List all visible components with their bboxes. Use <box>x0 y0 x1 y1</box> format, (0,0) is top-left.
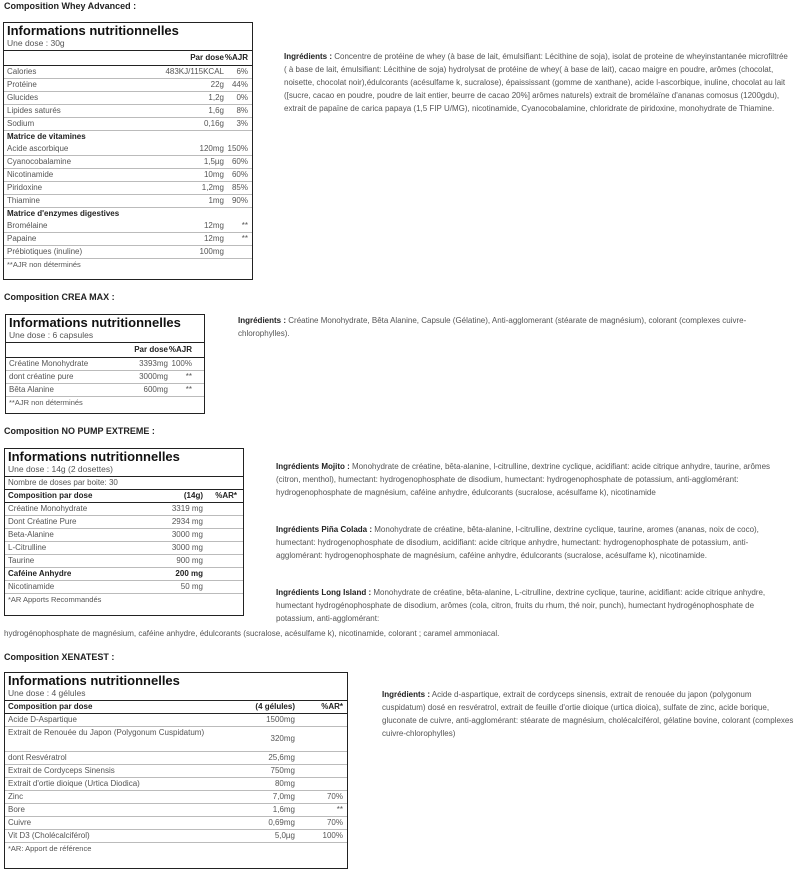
xena-ingredient-row <box>5 714 347 727</box>
nopump-ingredient-row <box>5 529 243 542</box>
whey-vitamin-row <box>4 182 252 195</box>
nopump-ingredient-row <box>5 542 243 555</box>
whey-col-dose: Par dose <box>190 53 224 62</box>
xena-ingredient-name: Cuivre <box>8 818 32 827</box>
crea-ingredient-ajr: 100% <box>171 359 192 368</box>
crea-ingredient-row <box>6 358 204 371</box>
whey-enzyme-name: Bromélaine <box>7 221 48 230</box>
nopump-mojito-label: Ingrédients Mojito : <box>276 462 350 471</box>
nopump-ingredient-dose: 900 mg <box>176 556 203 565</box>
whey-vitamin-ajr: 90% <box>231 196 248 205</box>
crea-ingredient-dose: 600mg <box>143 385 168 394</box>
nopump-ingredient-dose: 200 mg <box>175 569 203 578</box>
xena-ingredient-dose: 1,6mg <box>272 805 295 814</box>
nopump-nutrition-table <box>4 448 244 616</box>
nopump-ingredient-dose: 3319 mg <box>171 504 203 513</box>
whey-vitamin-name: Cyanocobalamine <box>7 157 72 166</box>
whey-vitamin-name: Nicotinamide <box>7 170 54 179</box>
nopump-heading: Composition NO PUMP EXTREME : <box>4 426 155 436</box>
nopump-long-label: Ingrédients Long Island : <box>276 588 372 597</box>
xena-ingredient-row <box>5 765 347 778</box>
whey-nutrient-row <box>4 118 252 131</box>
xena-ingredient-ar: 70% <box>326 818 343 827</box>
nopump-table-title: Informations nutritionnelles <box>8 449 180 464</box>
xena-footnote: *AR: Apport de référence <box>8 844 92 853</box>
xena-ingredient-name: Acide D-Aspartique <box>8 715 77 724</box>
xena-table-title: Informations nutritionnelles <box>8 673 180 688</box>
whey-enzyme-ajr: ** <box>241 221 248 230</box>
xena-heading: Composition XENATEST : <box>4 652 115 662</box>
whey-col-ajr: %AJR <box>224 53 248 62</box>
nopump-ingredient-name: Dont Créatine Pure <box>8 517 77 526</box>
xena-ingredient-name: Extrait de Renouée du Japon (Polygonum Cuspidatum) <box>8 728 205 737</box>
nopump-col-header <box>5 490 243 503</box>
whey-vitamin-row <box>4 143 252 156</box>
whey-vitamin-row <box>4 195 252 208</box>
crea-ingredients-label: Ingrédients : <box>238 316 287 325</box>
whey-enzyme-name: Papaine <box>7 234 37 243</box>
xena-ingredient-name: dont Resvératrol <box>8 753 67 762</box>
crea-ingredient-row <box>6 371 204 384</box>
crea-ingredient-dose: 3000mg <box>139 372 168 381</box>
xena-col-ar: %AR* <box>321 702 343 711</box>
crea-col-ajr: %AJR <box>168 345 192 354</box>
whey-enzyme-ajr: ** <box>241 234 248 243</box>
whey-enzymes-title: Matrice d'enzymes digestives <box>7 209 120 218</box>
nopump-ingredient-row <box>5 555 243 568</box>
xena-ingredient-dose: 320mg <box>270 734 295 743</box>
crea-ingredients-text: Créatine Monohydrate, Bêta Alanine, Capsule (Gélatine), Anti-agglomerant (stéarate de magnésium), colorant (complexes cuivre-chlorophylles). <box>238 316 747 338</box>
xena-col-name: Composition par dose <box>8 702 93 711</box>
whey-nutrient-dose: 22g <box>210 80 224 89</box>
xena-ingredient-dose: 0,69mg <box>268 818 295 827</box>
whey-vitamin-ajr: 60% <box>231 157 248 166</box>
crea-ingredient-row <box>6 384 204 397</box>
xena-ingredient-dose: 80mg <box>274 779 295 788</box>
nopump-ingredient-name: Caféine Anhydre <box>8 569 72 578</box>
whey-nutrient-row <box>4 92 252 105</box>
xena-ingredient-row <box>5 817 347 830</box>
whey-enzyme-dose: 100mg <box>199 247 224 256</box>
nopump-ingredient-dose: 2934 mg <box>171 517 203 526</box>
xena-ingredient-ar: 70% <box>326 792 343 801</box>
whey-nutrient-name: Sodium <box>7 119 35 128</box>
crea-col-header <box>6 343 204 358</box>
nopump-ingredient-row <box>5 581 243 594</box>
whey-nutrient-ajr: 8% <box>236 106 248 115</box>
whey-enzyme-dose: 12mg <box>203 234 224 243</box>
whey-nutrient-ajr: 3% <box>236 119 248 128</box>
whey-nutrient-ajr: 44% <box>231 80 248 89</box>
whey-vitamins-title: Matrice de vitamines <box>7 132 86 141</box>
crea-nutrition-table <box>5 314 205 414</box>
xena-ingredient-dose: 750mg <box>270 766 295 775</box>
xena-ingredient-name: Zinc <box>8 792 24 801</box>
xena-ingredient-name: Extrait d'ortie dioique (Urtica Diodica) <box>8 779 140 788</box>
whey-nutrient-row <box>4 66 252 79</box>
xena-ingredient-row <box>5 804 347 817</box>
crea-ingredient-ajr: ** <box>185 385 192 394</box>
whey-nutrient-dose: 1,6g <box>208 106 224 115</box>
nopump-footnote: *AR Apports Recommandés <box>8 595 102 604</box>
xena-ingredient-ar: 100% <box>322 831 343 840</box>
nopump-long-ingredients <box>276 586 794 625</box>
xena-ingredient-dose: 7,0mg <box>272 792 295 801</box>
whey-vitamin-name: Thiamine <box>7 196 40 205</box>
whey-nutrition-table <box>3 22 253 280</box>
nopump-ingredient-dose: 50 mg <box>180 582 203 591</box>
whey-nutrient-dose: 483KJ/115KCAL <box>165 67 224 76</box>
crea-ingredient-name: Bêta Alanine <box>9 385 54 394</box>
crea-dose: Une dose : 6 capsules <box>6 330 204 343</box>
crea-ingredient-dose: 3393mg <box>139 359 168 368</box>
nopump-col-name: Composition par dose <box>8 491 93 500</box>
crea-table-title: Informations nutritionnelles <box>9 315 181 330</box>
nopump-ingredient-dose: 3000 mg <box>171 530 203 539</box>
whey-nutrient-ajr: 6% <box>236 67 248 76</box>
crea-ingredient-name: Créatine Monohydrate <box>9 359 89 368</box>
whey-table-title: Informations nutritionnelles <box>7 23 179 38</box>
nopump-dose: Une dose : 14g (2 dosettes) <box>5 464 243 477</box>
whey-ingredients <box>284 50 792 115</box>
nopump-pina-text: Monohydrate de créatine, bêta-alanine, l-citrulline, dextrine cyclique, taurine, aromes (ananas, noix de coco), humectant: hydrogenophosphate de disodium, acidifiant: acide citrique anhydre, humectant: hydrogenophosphate de potassium, anti-agglomérant: hydrogenophosphate de magnésium, caféine anhydre, édulcorants (sucralose, acésulfame k), nicotinamide. <box>276 525 759 560</box>
whey-nutrient-name: Glucides <box>7 93 39 102</box>
nopump-col-ar: %AR* <box>215 491 237 500</box>
nopump-mojito-text: Monohydrate de créatine, bêta-alanine, l-citrulline, dextrine cyclique, acidifiant: acide citrique anhydre, taurine, arômes (citron, menthol), humectant: hydrogenophosphate de disodium, humectant: hydrogenophosphate de potassium, anti-agglomérant: hydrogenophosphate de magnésium, caféine anhydre, édulcorants (sucralose, acésulfame k), nicotinamide <box>276 462 771 497</box>
crea-heading: Composition CREA MAX : <box>4 292 115 302</box>
nopump-ingredient-name: Nicotinamide <box>8 582 55 591</box>
xena-dose: Une dose : 4 gélules <box>5 688 347 701</box>
xena-ingredient-name: Bore <box>8 805 25 814</box>
whey-nutrient-dose: 1,2g <box>208 93 224 102</box>
whey-heading: Composition Whey Advanced : <box>4 1 137 11</box>
nopump-doses-per-box: Nombre de doses par boite: 30 <box>5 477 243 490</box>
xena-ingredients <box>382 688 794 740</box>
whey-vitamin-dose: 1,2mg <box>201 183 224 192</box>
whey-enzyme-row <box>4 220 252 233</box>
nopump-ingredient-name: Beta-Alanine <box>8 530 54 539</box>
crea-col-dose: Par dose <box>134 345 168 354</box>
whey-vitamin-dose: 1,5µg <box>203 157 224 166</box>
whey-enzyme-row <box>4 233 252 246</box>
xena-ingredient-dose: 25,6mg <box>268 753 295 762</box>
nopump-ingredient-row <box>5 516 243 529</box>
crea-ingredients <box>238 314 783 340</box>
whey-vitamin-name: Acide ascorbique <box>7 144 69 153</box>
whey-nutrient-row <box>4 105 252 118</box>
xena-nutrition-table <box>4 672 348 869</box>
whey-vitamin-ajr: 150% <box>227 144 248 153</box>
nopump-ingredient-name: Créatine Monohydrate <box>8 504 88 513</box>
xena-ingredient-row <box>5 727 347 752</box>
crea-ingredient-ajr: ** <box>185 372 192 381</box>
nopump-pina-ingredients <box>276 523 794 562</box>
nopump-ingredient-row <box>5 568 243 581</box>
nopump-pina-label: Ingrédients Piña Colada : <box>276 525 373 534</box>
xena-ingredients-label: Ingrédients : <box>382 690 431 699</box>
whey-vitamin-dose: 120mg <box>199 144 224 153</box>
whey-nutrient-name: Lipides saturés <box>7 106 61 115</box>
crea-ingredient-name: dont créatine pure <box>9 372 74 381</box>
xena-ingredients-text: Acide d-aspartique, extrait de cordyceps sinensis, extrait de renouée du japon (polygonum cuspidatum) dosé en resvératrol, extrait de feuille d'ortie dioique (urtica dioica), sulfate de zinc, acide borique, gluconate de cuivre, anti-agglomérant: stéarate de magnésium, cholécalciférol, gélatine bovine, colorant (complexes cuivre-chlorophylles) <box>382 690 794 738</box>
xena-ingredient-ar: ** <box>336 805 343 814</box>
whey-nutrient-row <box>4 79 252 92</box>
nopump-ingredient-name: L-Citrulline <box>8 543 47 552</box>
xena-ingredient-row <box>5 778 347 791</box>
whey-vitamin-dose: 1mg <box>208 196 224 205</box>
whey-ingredients-label: Ingrédients : <box>284 52 333 61</box>
whey-enzyme-name: Prébiotiques (inuline) <box>7 247 83 256</box>
xena-ingredient-dose: 5,0µg <box>274 831 295 840</box>
xena-ingredient-name: Extrait de Cordyceps Sinensis <box>8 766 115 775</box>
nopump-col-dose: (14g) <box>183 491 203 500</box>
whey-nutrient-name: Protéine <box>7 80 37 89</box>
whey-vitamin-ajr: 85% <box>231 183 248 192</box>
whey-vitamin-name: Piridoxine <box>7 183 43 192</box>
nopump-ingredient-row <box>5 503 243 516</box>
whey-vitamin-dose: 10mg <box>203 170 224 179</box>
nopump-mojito-ingredients <box>276 460 794 499</box>
whey-nutrient-dose: 0,16g <box>203 119 224 128</box>
xena-ingredient-name: Vit D3 (Cholécalciférol) <box>8 831 90 840</box>
whey-nutrient-ajr: 0% <box>236 93 248 102</box>
xena-ingredient-row <box>5 830 347 843</box>
nopump-ingredient-name: Taurine <box>8 556 35 565</box>
whey-ingredients-text: Concentre de protéine de whey (à base de lait, émulsifiant: Lécithine de soja), isolat de proteine de wheyinstantanée microfiltrée ( à base de lait, émulsifiant: Lécithine de soja) hydrolysat de protéine de whey( à base de lait), cacao maigre en poudre, arômes (chocolat, noisette, chocolat noir),édulcorants (acésulfame k, sucralose), épaississant (gomme de xanthane), acide l-ascorbique, inuline, chocolat au lait ([sucre, cacao en poudre, poudre de lait entier, beurre de cacao 20%] arômes naturels) extrait de bromélaïne d'ananas comosus (1200gdu), extrait de papaïne de carica papaya (1,5 FIP U/MG), nicotinamide, Cyanocobalamine, chloridrate de piridoxine, monohydrate de Thiamine. <box>284 52 788 113</box>
whey-vitamin-row <box>4 156 252 169</box>
whey-nutrient-name: Calories <box>7 67 37 76</box>
whey-col-header <box>4 51 252 66</box>
whey-dose: Une dose : 30g <box>4 38 252 51</box>
whey-footnote: **AJR non déterminés <box>7 260 81 269</box>
nopump-long-ingredients-cont: hydrogénophosphate de magnésium, caféine anhydre, édulcorants (sucralose, acésulfame k), nicotinamide, colorant ; caramel ammoniacal. <box>4 629 500 638</box>
xena-ingredient-row <box>5 752 347 765</box>
whey-vitamin-ajr: 60% <box>231 170 248 179</box>
xena-col-header <box>5 701 347 714</box>
xena-col-dose: (4 gélules) <box>255 702 295 711</box>
whey-enzyme-row <box>4 246 252 259</box>
nopump-long-text: Monohydrate de créatine, bêta-alanine, L-citrulline, dextrine cyclique, taurine, acidifiant: acide citrique anhydre, humectant hydrogénophosphate de disodium, arômes (cola, citron, fruits du rhum, thé noir, punch), humectant hydrogénophosphate de potassium, anti-agglomérant: <box>276 588 766 623</box>
whey-vitamin-row <box>4 169 252 182</box>
nopump-ingredient-dose: 3000 mg <box>171 543 203 552</box>
crea-footnote: **AJR non déterminés <box>9 398 83 407</box>
whey-enzyme-dose: 12mg <box>203 221 224 230</box>
xena-ingredient-row <box>5 791 347 804</box>
xena-ingredient-dose: 1500mg <box>266 715 295 724</box>
